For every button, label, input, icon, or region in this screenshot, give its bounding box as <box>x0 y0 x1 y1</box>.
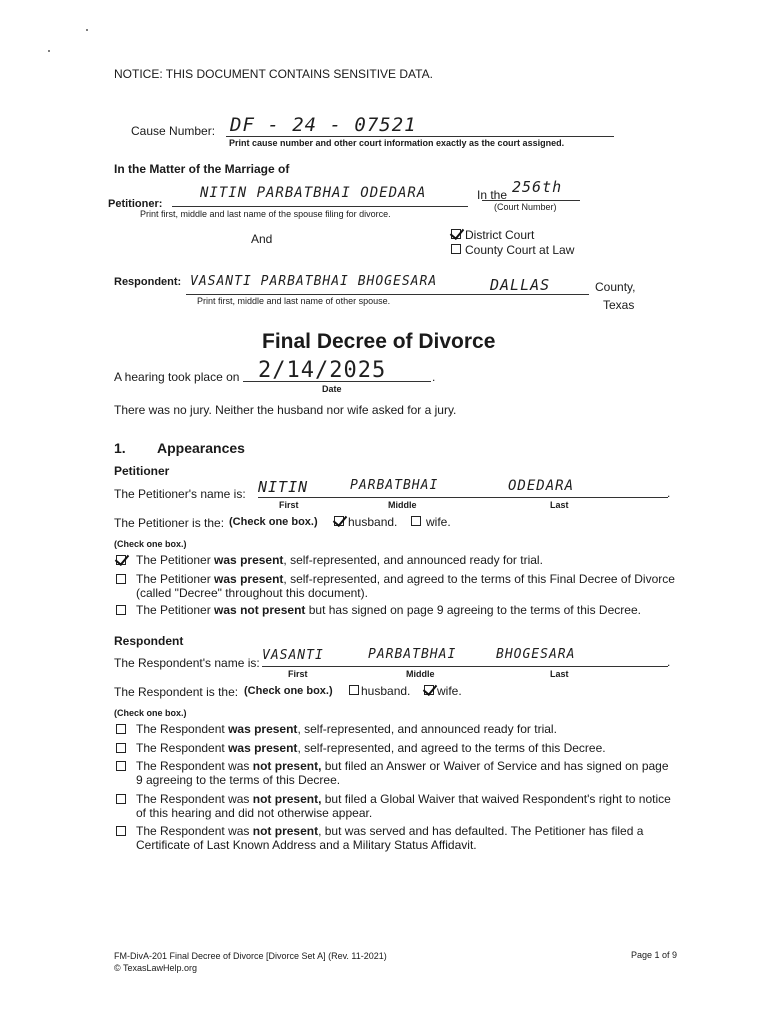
matter-heading: In the Matter of the Marriage of <box>114 162 290 176</box>
option-checkbox[interactable] <box>116 724 126 734</box>
respondent-name-line <box>262 666 668 667</box>
petitioner-wife-label: wife. <box>426 515 451 529</box>
option-checkbox[interactable] <box>116 761 126 771</box>
scan-speck <box>48 50 50 52</box>
cause-number-label: Cause Number: <box>131 124 216 138</box>
page-title: Final Decree of Divorce <box>262 330 496 353</box>
respondent-caption: Print first, middle and last name of other spouse. <box>197 296 391 306</box>
option-text: The Petitioner was present, self-represented, and announced ready for trial. <box>136 553 543 567</box>
form-id: FM-DivA-201 Final Decree of Divorce [Divorce Set A] (Rev. 11-2021) <box>114 951 387 961</box>
petitioner-middle-caption: Middle <box>388 500 417 510</box>
petitioner-husband-label: husband. <box>348 515 398 529</box>
respondent-wife-checkbox[interactable] <box>424 685 434 695</box>
petitioner-name: NITIN PARBATBHAI ODEDARA <box>200 185 427 201</box>
petitioner-check-one-small: (Check one box.) <box>114 539 187 549</box>
respondent-check-one-small: (Check one box.) <box>114 708 187 718</box>
district-court-label: District Court <box>465 228 535 242</box>
hearing-date-caption: Date <box>322 384 342 394</box>
hearing-line <box>243 381 431 382</box>
petitioner-name-line <box>258 497 668 498</box>
page-number: Page 1 of 9 <box>631 950 678 960</box>
respondent-husband-checkbox[interactable] <box>349 685 359 695</box>
respondent-name: VASANTI PARBATBHAI BHOGESARA <box>190 274 438 289</box>
respondent-name-end: . <box>667 655 671 669</box>
option-text: The Petitioner was not present but has signed on page 9 agreeing to the terms of this Decree. <box>136 603 641 617</box>
respondent-check-one: (Check one box.) <box>244 685 333 697</box>
respondent-first: VASANTI <box>262 648 324 663</box>
district-court-checkbox[interactable] <box>451 229 461 239</box>
option-checkbox[interactable] <box>116 574 126 584</box>
petitioner-name-label: The Petitioner's name is: <box>114 487 246 501</box>
respondent-wife-label: wife. <box>437 684 462 698</box>
petitioner-middle: PARBATBHAI <box>350 478 439 493</box>
option-checkbox[interactable] <box>116 555 126 565</box>
petitioner-last-caption: Last <box>550 500 569 510</box>
court-number: 256th <box>512 178 563 196</box>
jury-statement: There was no jury. Neither the husband nor wife asked for a jury. <box>114 403 457 417</box>
option-checkbox[interactable] <box>116 605 126 615</box>
cause-number-value: DF - 24 - 07521 <box>230 114 417 136</box>
option-text: The Petitioner was present, self-represented, and agreed to the terms of this Final Decree of Divorce (called "Decree" throughout this document). <box>136 572 675 600</box>
option-checkbox[interactable] <box>116 743 126 753</box>
scan-speck <box>86 29 88 31</box>
court-number-caption: (Court Number) <box>494 202 557 212</box>
option-checkbox[interactable] <box>116 826 126 836</box>
state-label: Texas <box>603 298 635 312</box>
county-court-checkbox[interactable] <box>451 244 461 254</box>
respondent-label: Respondent: <box>114 276 182 288</box>
hearing-suffix: . <box>432 370 436 384</box>
petitioner-caption: Print first, middle and last name of the spouse filing for divorce. <box>140 209 391 219</box>
county-label: County, <box>595 280 636 294</box>
petitioner-label: Petitioner: <box>108 198 163 210</box>
section-number: 1. <box>114 440 126 456</box>
hearing-prefix: A hearing took place on <box>114 370 240 384</box>
petitioner-name-end: . <box>667 486 671 500</box>
county-court-label: County Court at Law <box>465 243 575 257</box>
petitioner-check-one: (Check one box.) <box>229 516 318 528</box>
court-number-line <box>482 200 580 201</box>
sensitive-notice: NOTICE: THIS DOCUMENT CONTAINS SENSITIVE DATA. <box>114 67 433 81</box>
respondent-first-caption: First <box>288 669 308 679</box>
respondent-last: BHOGESARA <box>496 647 576 662</box>
respondent-role-label: The Respondent is the: <box>114 685 239 699</box>
petitioner-husband-checkbox[interactable] <box>334 516 344 526</box>
petitioner-first-caption: First <box>279 500 299 510</box>
option-text: The Respondent was not present, but filed an Answer or Waiver of Service and has signed on page 9 agreeing to the terms of this Decree. <box>136 759 669 787</box>
respondent-heading: Respondent <box>114 634 184 648</box>
section-title: Appearances <box>157 440 245 456</box>
option-text: The Respondent was not present, but was served and has defaulted. The Petitioner has filed a Certificate of Last Known Address and a Military Status Affidavit. <box>136 824 644 852</box>
petitioner-heading: Petitioner <box>114 464 170 478</box>
petitioner-role-label: The Petitioner is the: <box>114 516 225 530</box>
cause-number-line <box>226 136 614 137</box>
respondent-last-caption: Last <box>550 669 569 679</box>
respondent-middle-caption: Middle <box>406 669 435 679</box>
respondent-name-label: The Respondent's name is: <box>114 656 260 670</box>
hearing-date: 2/14/2025 <box>258 358 387 383</box>
petitioner-line <box>172 206 468 207</box>
county-value: DALLAS <box>490 276 551 294</box>
respondent-middle: PARBATBHAI <box>368 647 457 662</box>
option-text: The Respondent was not present, but filed a Global Waiver that waived Respondent's right to notice of this hearing and did not otherwise appear. <box>136 792 671 820</box>
option-text: The Respondent was present, self-represented, and announced ready for trial. <box>136 722 557 736</box>
petitioner-wife-checkbox[interactable] <box>411 516 421 526</box>
respondent-husband-label: husband. <box>361 684 411 698</box>
county-line <box>447 294 589 295</box>
option-text: The Respondent was present, self-represented, and agreed to the terms of this Decree. <box>136 741 606 755</box>
option-checkbox[interactable] <box>116 794 126 804</box>
petitioner-first: NITIN <box>258 478 309 496</box>
in-the-label: In the <box>477 188 508 202</box>
copyright: © TexasLawHelp.org <box>114 963 198 973</box>
respondent-line <box>186 294 456 295</box>
and-label: And <box>251 232 273 246</box>
petitioner-last: ODEDARA <box>508 478 575 494</box>
cause-number-caption: Print cause number and other court information exactly as the court assigned. <box>229 138 565 148</box>
